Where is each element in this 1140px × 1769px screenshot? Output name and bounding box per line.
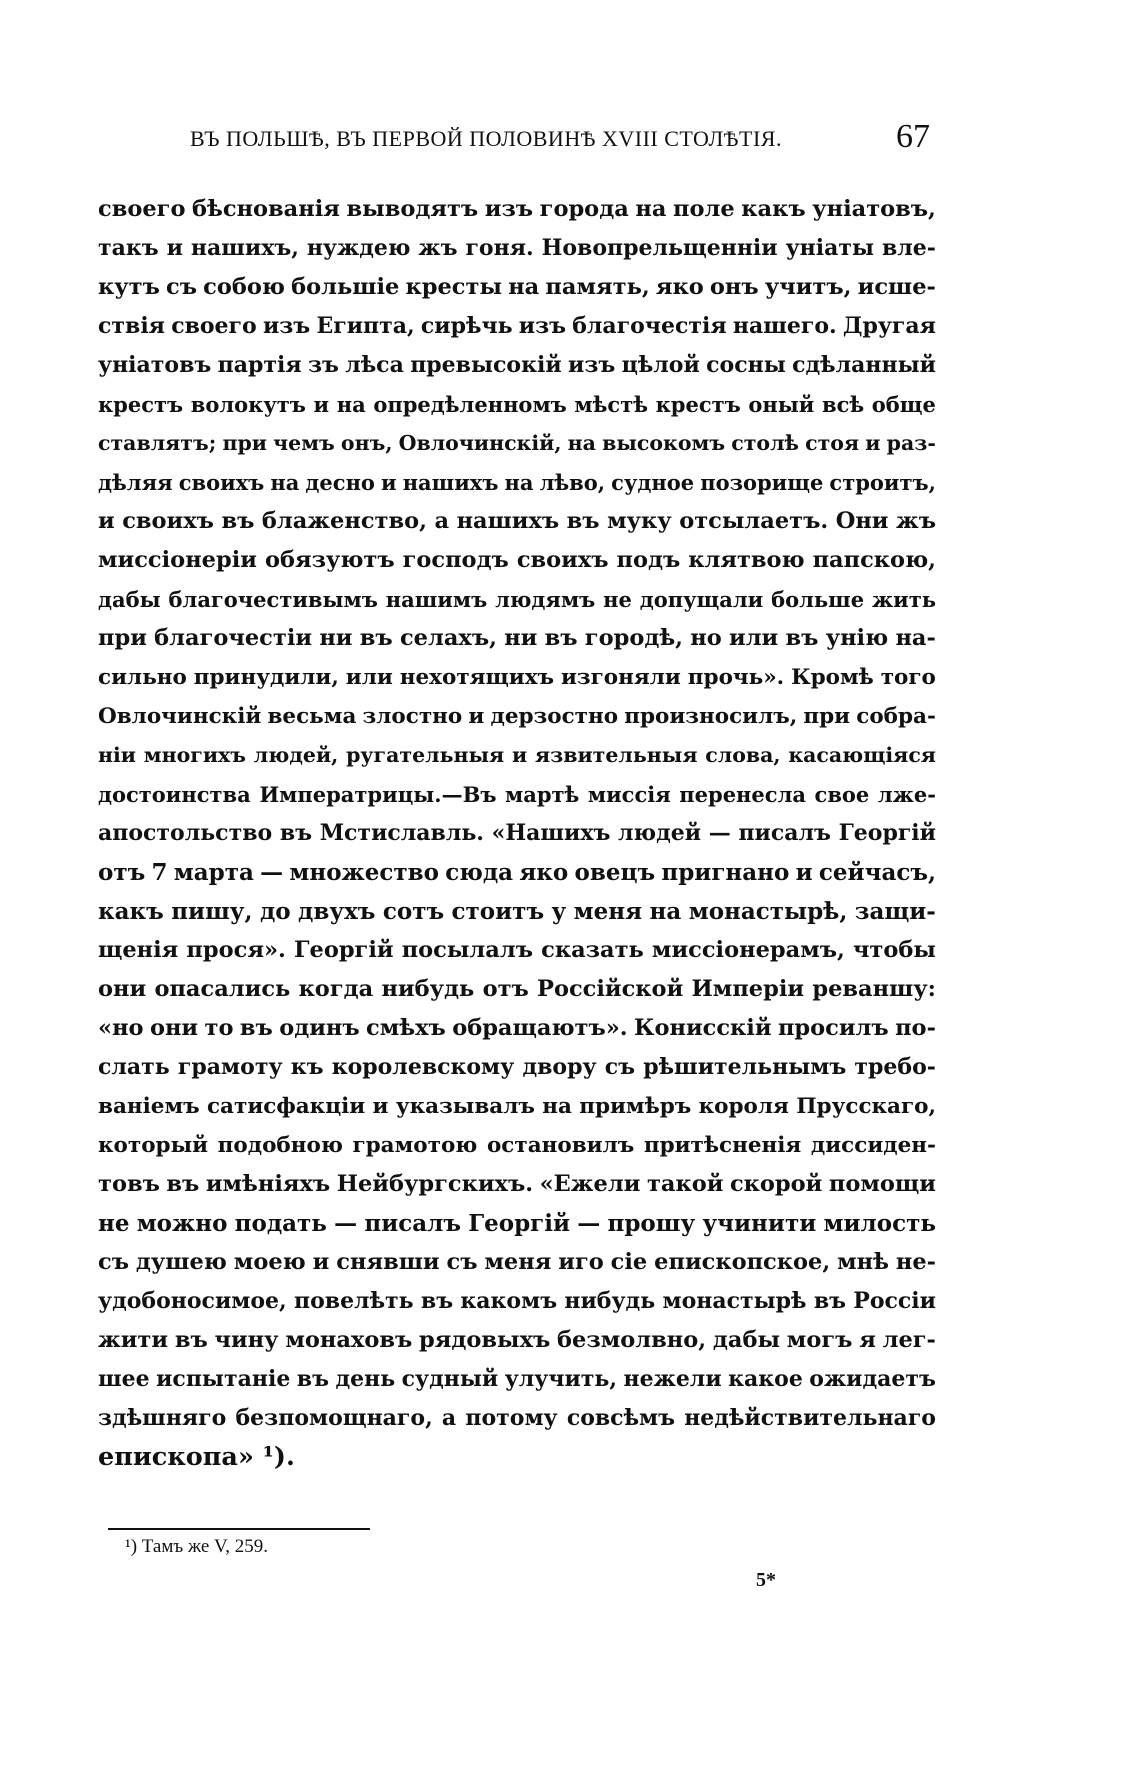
text-line: который подобною грамотою остановилъ притѣсненія диссиден- — [98, 1133, 936, 1158]
text-line: жити въ чину монаховъ рядовыхъ безмолвно, дабы могъ я лег- — [98, 1327, 936, 1353]
text-line: «но они то въ одинъ смѣхъ обращаютъ». Конисскій просилъ по- — [98, 1015, 936, 1041]
text-line: ніи многихъ людей, ругательныя и язвительныя слова, касающіяся — [98, 743, 936, 767]
text-line: сильно принудили, или нехотящихъ изгоняли прочь». Кромѣ того — [98, 665, 936, 690]
text-line: какъ пишу, до двухъ сотъ стоитъ у меня на монастырѣ, защи- — [98, 898, 936, 925]
text-line: шее испытаніе въ день судный улучить, нежели какое ожидаетъ — [98, 1366, 936, 1392]
text-line: епископа» ¹). — [98, 1442, 295, 1472]
text-line: достоинства Императрицы.—Въ мартѣ миссія перенесла свое лже- — [98, 782, 936, 807]
text-line: дабы благочестивымъ нашимъ людямъ не допущали больше жить — [98, 587, 936, 612]
running-head: ВЪ ПОЛЬШѢ, ВЪ ПЕРВОЙ ПОЛОВИНѢ XVIII СТОЛѢТІЯ. — [190, 126, 782, 151]
page-header — [190, 118, 930, 158]
text-line: щенія прося». Георгій посылалъ сказать миссіонерамъ, чтобы — [98, 937, 936, 963]
text-line: ствія своего изъ Египта, сирѣчь изъ благочестія нашего. Другая — [98, 313, 936, 339]
text-line: товъ въ имѣніяхъ Нейбургскихъ. «Ежели такой скорой помощи — [98, 1171, 936, 1197]
text-line: такъ и нашихъ, нуждею жъ гоня. Новопрельщенніи уніаты вле- — [98, 235, 936, 261]
text-line: своего бѣснованія выводятъ изъ города на поле какъ уніатовъ, — [98, 196, 936, 222]
text-line: они опасались когда нибудь отъ Россійской Имперіи реваншу: — [98, 976, 936, 1002]
page-number: 67 — [896, 118, 930, 155]
text-line: уніатовъ партія зъ лѣса превысокій изъ цѣлой сосны сдѣланный — [98, 352, 936, 378]
text-line: дѣляя своихъ на десно и нашихъ на лѣво, судное позорище строитъ, — [98, 470, 936, 495]
text-line: Овлочинскій весьма злостно и дерзостно произносилъ, при собра- — [98, 704, 936, 729]
footnote: ¹) Тамъ же V, 259. — [125, 1536, 269, 1557]
footnote-rule — [108, 1528, 370, 1530]
text-line: съ душею моею и снявши съ меня иго сіе епископское, мнѣ не- — [98, 1249, 936, 1275]
text-line: ваніемъ сатисфакціи и указывалъ на примѣръ короля Прусскаго, — [98, 1094, 936, 1119]
text-line: отъ 7 марта — множество сюда яко овецъ пригнано и сейчасъ, — [98, 859, 936, 886]
text-line: слать грамоту къ королевскому двору съ рѣшительнымъ требо- — [98, 1054, 936, 1080]
text-line: миссіонеріи обязуютъ господъ своихъ подъ клятвою папскою, — [98, 547, 936, 573]
body-text — [98, 190, 936, 1477]
text-line: удобоносимое, повелѣть въ какомъ нибудь монастырѣ въ Россіи — [98, 1288, 936, 1314]
text-line: и своихъ въ блаженство, а нашихъ въ муку отсылаетъ. Они жъ — [98, 508, 936, 534]
text-line: ставлятъ; при чемъ онъ, Овлочинскій, на высокомъ столѣ стоя и раз- — [98, 431, 936, 455]
text-line: апостольство въ Мстиславль. «Нашихъ людей — писалъ Георгій — [98, 820, 936, 846]
text-line: кутъ съ собою большіе кресты на память, яко онъ учитъ, исше- — [98, 274, 936, 300]
text-line: крестъ волокутъ и на опредѣленномъ мѣстѣ крестъ оный всѣ обще — [98, 392, 936, 417]
text-line: здѣшняго безпомощнаго, а потому совсѣмъ недѣйствительнаго — [98, 1405, 936, 1431]
text-line: не можно подать — писалъ Георгій — прошу учинити милость — [98, 1210, 936, 1237]
signature-mark: 5* — [756, 1569, 776, 1591]
text-line: при благочестіи ни въ селахъ, ни въ городѣ, но или въ унію на- — [98, 625, 936, 651]
